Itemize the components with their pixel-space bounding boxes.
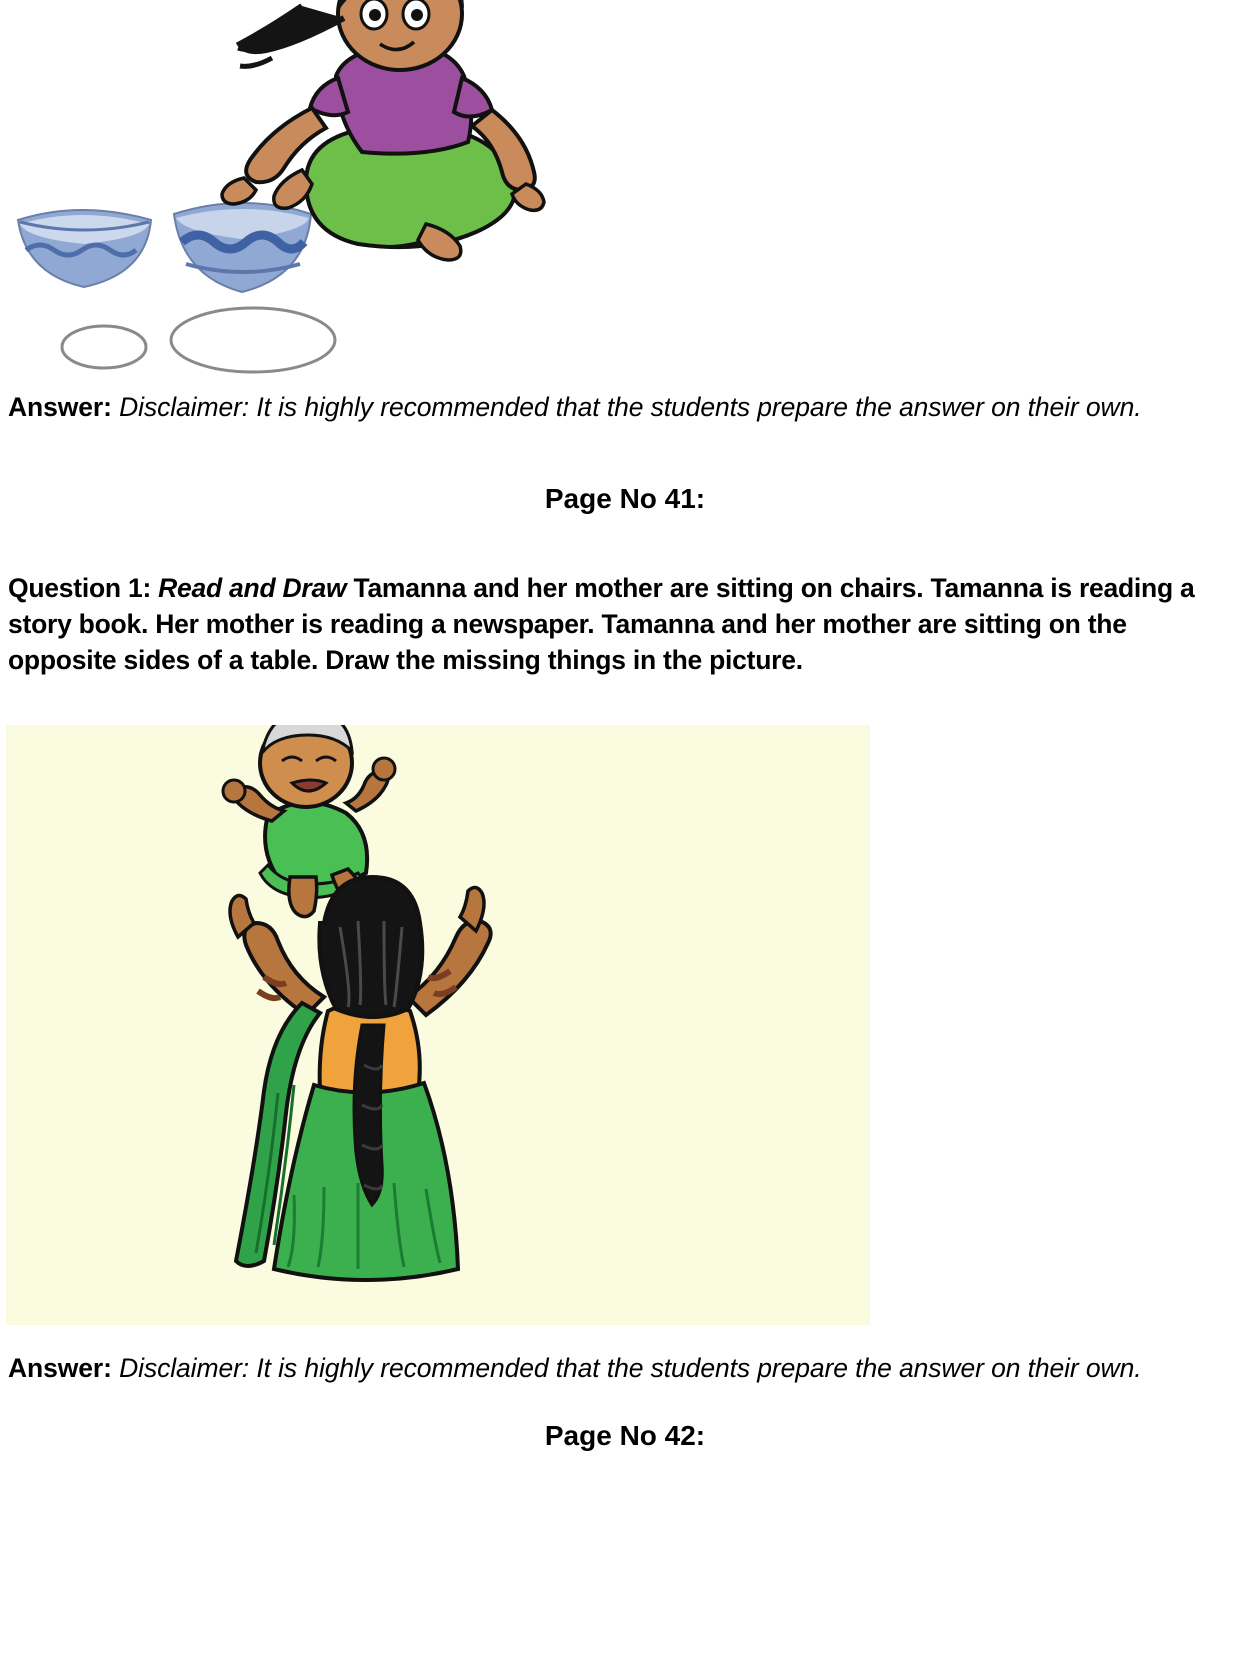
answer-two-paragraph bbox=[6, 1351, 1244, 1386]
figure-one-canvas bbox=[6, 0, 626, 392]
question-one-emphasis: Read and Draw bbox=[158, 573, 347, 604]
answer-one-paragraph bbox=[6, 390, 1244, 425]
large-plate-outline bbox=[171, 308, 335, 372]
question-one-text: Tamanna and her mother are sitting on chairs. Tamanna is reading a story book. Her mother is reading a newspaper. Tamanna and her mother are sitting on the opposite sides of a table. Draw the missing things in the picture. bbox=[8, 573, 1195, 675]
mother-tossing-child-illustration bbox=[6, 725, 870, 1325]
page-heading-42: Page No 42: bbox=[544, 1419, 706, 1451]
figure-two-canvas bbox=[6, 725, 870, 1325]
answer-one-label: Answer: bbox=[8, 392, 112, 422]
question-one-label: Question 1: bbox=[8, 573, 152, 604]
answer-two-text: Disclaimer: It is highly recommended that the students prepare the answer on their own. bbox=[119, 1352, 1142, 1383]
answer-two-label: Answer: bbox=[8, 1352, 112, 1383]
girl-sitting-with-bowls-illustration bbox=[6, 0, 1244, 390]
answer-one-text: Disclaimer: It is highly recommended that the students prepare the answer on their own. bbox=[119, 392, 1142, 422]
bowl-left bbox=[18, 210, 151, 287]
question-one-paragraph bbox=[6, 571, 1244, 678]
small-plate-outline bbox=[62, 326, 146, 368]
bowl-right bbox=[174, 203, 311, 292]
page-heading-41: Page No 41: bbox=[544, 483, 706, 515]
